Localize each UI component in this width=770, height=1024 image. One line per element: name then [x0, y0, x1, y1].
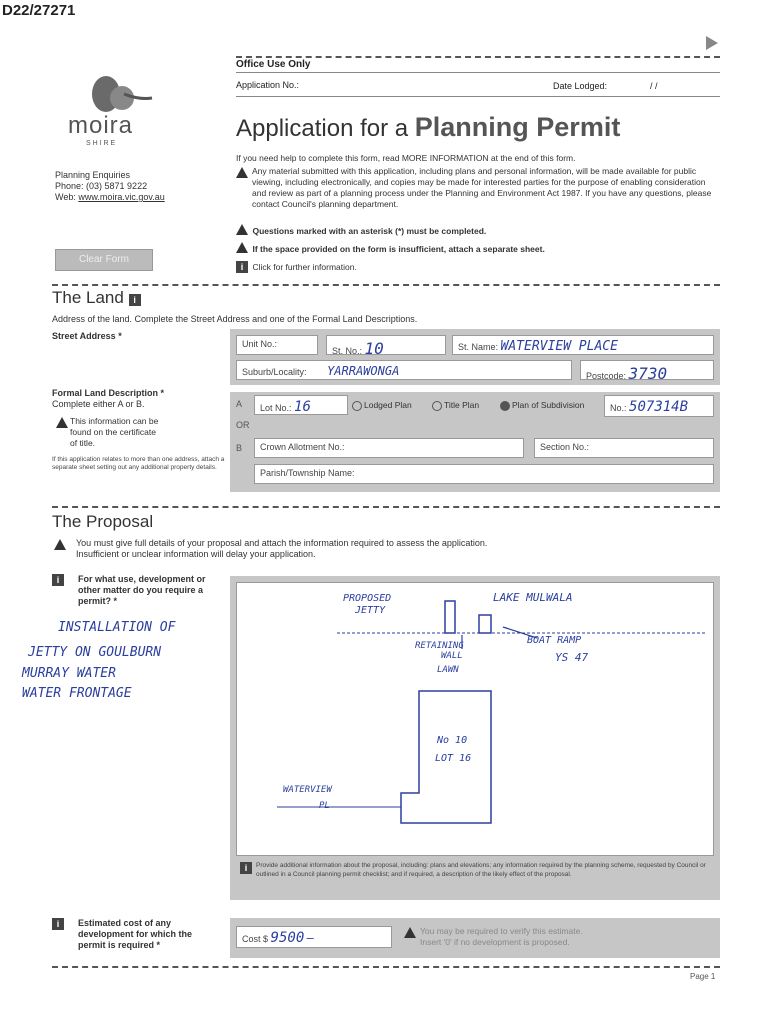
office-title: Office Use Only — [236, 59, 311, 70]
land-heading-text: The Land — [52, 288, 124, 307]
office-rule-2 — [236, 96, 720, 97]
logo-name: moira — [68, 112, 134, 139]
intro-text: If you need help to complete this form, read MORE INFORMATION at the end of this form. — [236, 153, 576, 163]
sketch-jetty: JETTY — [355, 605, 386, 616]
land-info-icon[interactable]: i — [129, 294, 141, 306]
hw-line-1: INSTALLATION OF — [58, 620, 176, 635]
notice-2 — [236, 221, 486, 239]
office-rule-1 — [236, 72, 720, 73]
page-title — [236, 112, 620, 143]
cost-note-1: You may be required to verify this estimate. — [420, 926, 583, 936]
contact-line2: Phone: (03) 5871 9222 — [55, 181, 148, 191]
asterisk-warning-icon — [236, 224, 248, 235]
application-no-label: Application No.: — [236, 80, 300, 90]
bottom-rule — [52, 966, 720, 968]
proposal-notes — [54, 538, 487, 560]
clear-form-button[interactable]: Clear Form — [55, 249, 153, 271]
sketch-proposed: PROPOSED — [343, 593, 392, 604]
street-address-label: Street Address * — [52, 331, 122, 341]
land-top-rule — [52, 284, 720, 286]
use-question — [52, 574, 222, 607]
cert-warning-icon — [56, 417, 68, 428]
warning-icon — [236, 167, 248, 178]
land-heading — [52, 288, 141, 308]
sketch-ys: YS 47 — [555, 651, 589, 664]
website-link[interactable]: www.moira.vic.gov.au — [78, 192, 165, 202]
title-plan-radio-icon[interactable] — [432, 401, 442, 411]
parish-field[interactable]: Parish/Township Name: — [254, 464, 714, 484]
notice-2-text: Questions marked with an asterisk (*) must be completed. — [252, 226, 487, 236]
sketch-waterview: WATERVIEW — [283, 785, 332, 795]
sketch-boat: BOAT RAMP — [527, 635, 582, 646]
jetty-left-post — [445, 601, 455, 633]
lot-no-value: 16 — [294, 399, 311, 415]
suburb-field[interactable]: Suburb/Locality: YARRAWONGA — [236, 360, 572, 380]
next-arrow-icon[interactable] — [706, 36, 718, 50]
sketch-retaining: RETAINING — [415, 641, 464, 651]
office-top-rule — [236, 56, 720, 58]
title-part2: Planning Permit — [414, 112, 621, 142]
logo-sub: S H I R E — [86, 140, 116, 147]
crown-allotment-field[interactable]: Crown Allotment No.: — [254, 438, 524, 458]
sketch-lake: LAKE MULWALA — [493, 591, 573, 604]
date-lodged-slashes: / / — [650, 81, 658, 91]
postcode-value: 3730 — [628, 364, 668, 383]
plan-sub-radio-icon[interactable] — [500, 401, 510, 411]
use-question-text: For what use, development or other matter do you require a permit? * — [78, 574, 206, 606]
proposal-note-1: You must give full details of your proposal and attach the information required to assess the application. — [76, 538, 488, 548]
cost-question — [52, 918, 232, 951]
cost-dash: — — [306, 931, 314, 945]
proposal-top-rule — [52, 506, 720, 508]
proposal-warning-icon — [54, 539, 66, 550]
plan-of-subdivision-radio[interactable]: Plan of Subdivision — [500, 400, 584, 411]
provide-note — [240, 862, 710, 879]
lodged-plan-radio-icon[interactable] — [352, 401, 362, 411]
or-label: OR — [236, 420, 250, 430]
street-name-field[interactable]: St. Name: WATERVIEW PLACE — [452, 335, 714, 355]
notice-3-text: If the space provided on the form is insufficient, attach a separate sheet. — [252, 244, 545, 254]
proposal-note-2: Insufficient or unclear information will delay your application. — [76, 549, 316, 559]
hw-line-4: WATER FRONTAGE — [22, 686, 132, 701]
provide-note-text: Provide additional information about the proposal, including: plans and elevations; any information required by the planning scheme, requested by Council or outlined in a Council planning permit checklist; and if required, a description of the likely effect of the proposal. — [256, 862, 706, 878]
date-lodged-label: Date Lodged: — [553, 81, 608, 91]
cert-note — [52, 416, 202, 449]
formal-land-sub: Complete either A or B. — [52, 399, 145, 409]
formal-land-label: Formal Land Description * — [52, 388, 165, 398]
option-a-label: A — [236, 399, 243, 409]
section-no-field[interactable]: Section No.: — [534, 438, 714, 458]
sketch-lawn: LAWN — [437, 665, 459, 675]
title-plan-radio[interactable]: Title Plan — [432, 400, 479, 411]
cost-note — [404, 926, 583, 948]
option-b-label: B — [236, 443, 243, 453]
proposal-sketch-area[interactable] — [236, 582, 714, 856]
street-no-field[interactable]: St. No.: 10 — [326, 335, 446, 355]
notice-1-text: Any material submitted with this application, including plans and personal information, will be made available for public viewing, including electronically, and copies may be made for interested parties for the purpose of enabling consideration and review as part of a planning process under the Planning and Environment Act 1987. If you have any questions, please contact Council's planning department. — [252, 166, 712, 209]
moira-logo-icon — [84, 70, 154, 114]
sketch-no10: No 10 — [437, 735, 468, 746]
cost-info-icon[interactable]: i — [52, 918, 64, 930]
cost-note-2: Insert '0' if no development is proposed. — [420, 937, 570, 947]
site-sketch — [237, 583, 713, 855]
cost-question-text: Estimated cost of any development for which the permit is required * — [78, 918, 193, 950]
postcode-field[interactable]: Postcode: 3730 — [580, 360, 714, 380]
contact-line1: Planning Enquiries — [55, 170, 131, 180]
jetty-right-post — [479, 615, 491, 633]
land-subtext: Address of the land. Complete the Street Address and one of the Formal Land Descriptions. — [52, 314, 418, 324]
web-prefix: Web: — [55, 192, 79, 202]
title-part1: Application for a — [236, 115, 415, 142]
suburb-value: YARRAWONGA — [327, 364, 400, 378]
lot-no-field[interactable]: Lot No.: 16 — [254, 395, 348, 415]
notice-3 — [236, 239, 545, 257]
cost-value: 9500 — [270, 930, 305, 946]
plan-no-value: 507314B — [629, 399, 689, 415]
multi-address-note: If this application relates to more than one address, attach a separate sheet setting out any additional property details. — [52, 456, 225, 471]
proposal-heading: The Proposal — [52, 512, 154, 531]
cost-field[interactable]: Cost $ 9500 — — [236, 926, 392, 948]
contact-line3 — [55, 192, 165, 203]
hw-line-3: MURRAY WATER — [22, 666, 116, 681]
provide-info-icon[interactable]: i — [240, 862, 252, 874]
notice-1 — [236, 166, 716, 210]
sketch-wall: WALL — [441, 651, 463, 661]
plan-no-field[interactable]: No.: 507314B — [604, 395, 714, 417]
page-number: Page 1 — [690, 972, 716, 981]
contact-block — [55, 170, 165, 203]
unit-no-field[interactable]: Unit No.: — [236, 335, 318, 355]
document-id: D22/27271 — [2, 2, 76, 19]
cert-note-text: This information can be found on the certificate of title. — [70, 416, 159, 448]
street-name-value: WATERVIEW PLACE — [500, 339, 618, 354]
hw-line-2: JETTY ON GOULBURN — [28, 645, 162, 660]
lodged-plan-radio[interactable]: Lodged Plan — [352, 400, 412, 411]
sketch-pl: PL — [319, 801, 330, 811]
use-info-icon[interactable]: i — [52, 574, 64, 586]
street-no-value: 10 — [364, 339, 384, 358]
sketch-lot16: LOT 16 — [435, 753, 472, 764]
cost-warning-icon — [404, 927, 416, 938]
info-icon[interactable]: i — [236, 261, 248, 273]
space-warning-icon — [236, 242, 248, 253]
notice-4[interactable] — [236, 257, 357, 275]
notice-4-text[interactable]: Click for further information. — [252, 262, 357, 272]
